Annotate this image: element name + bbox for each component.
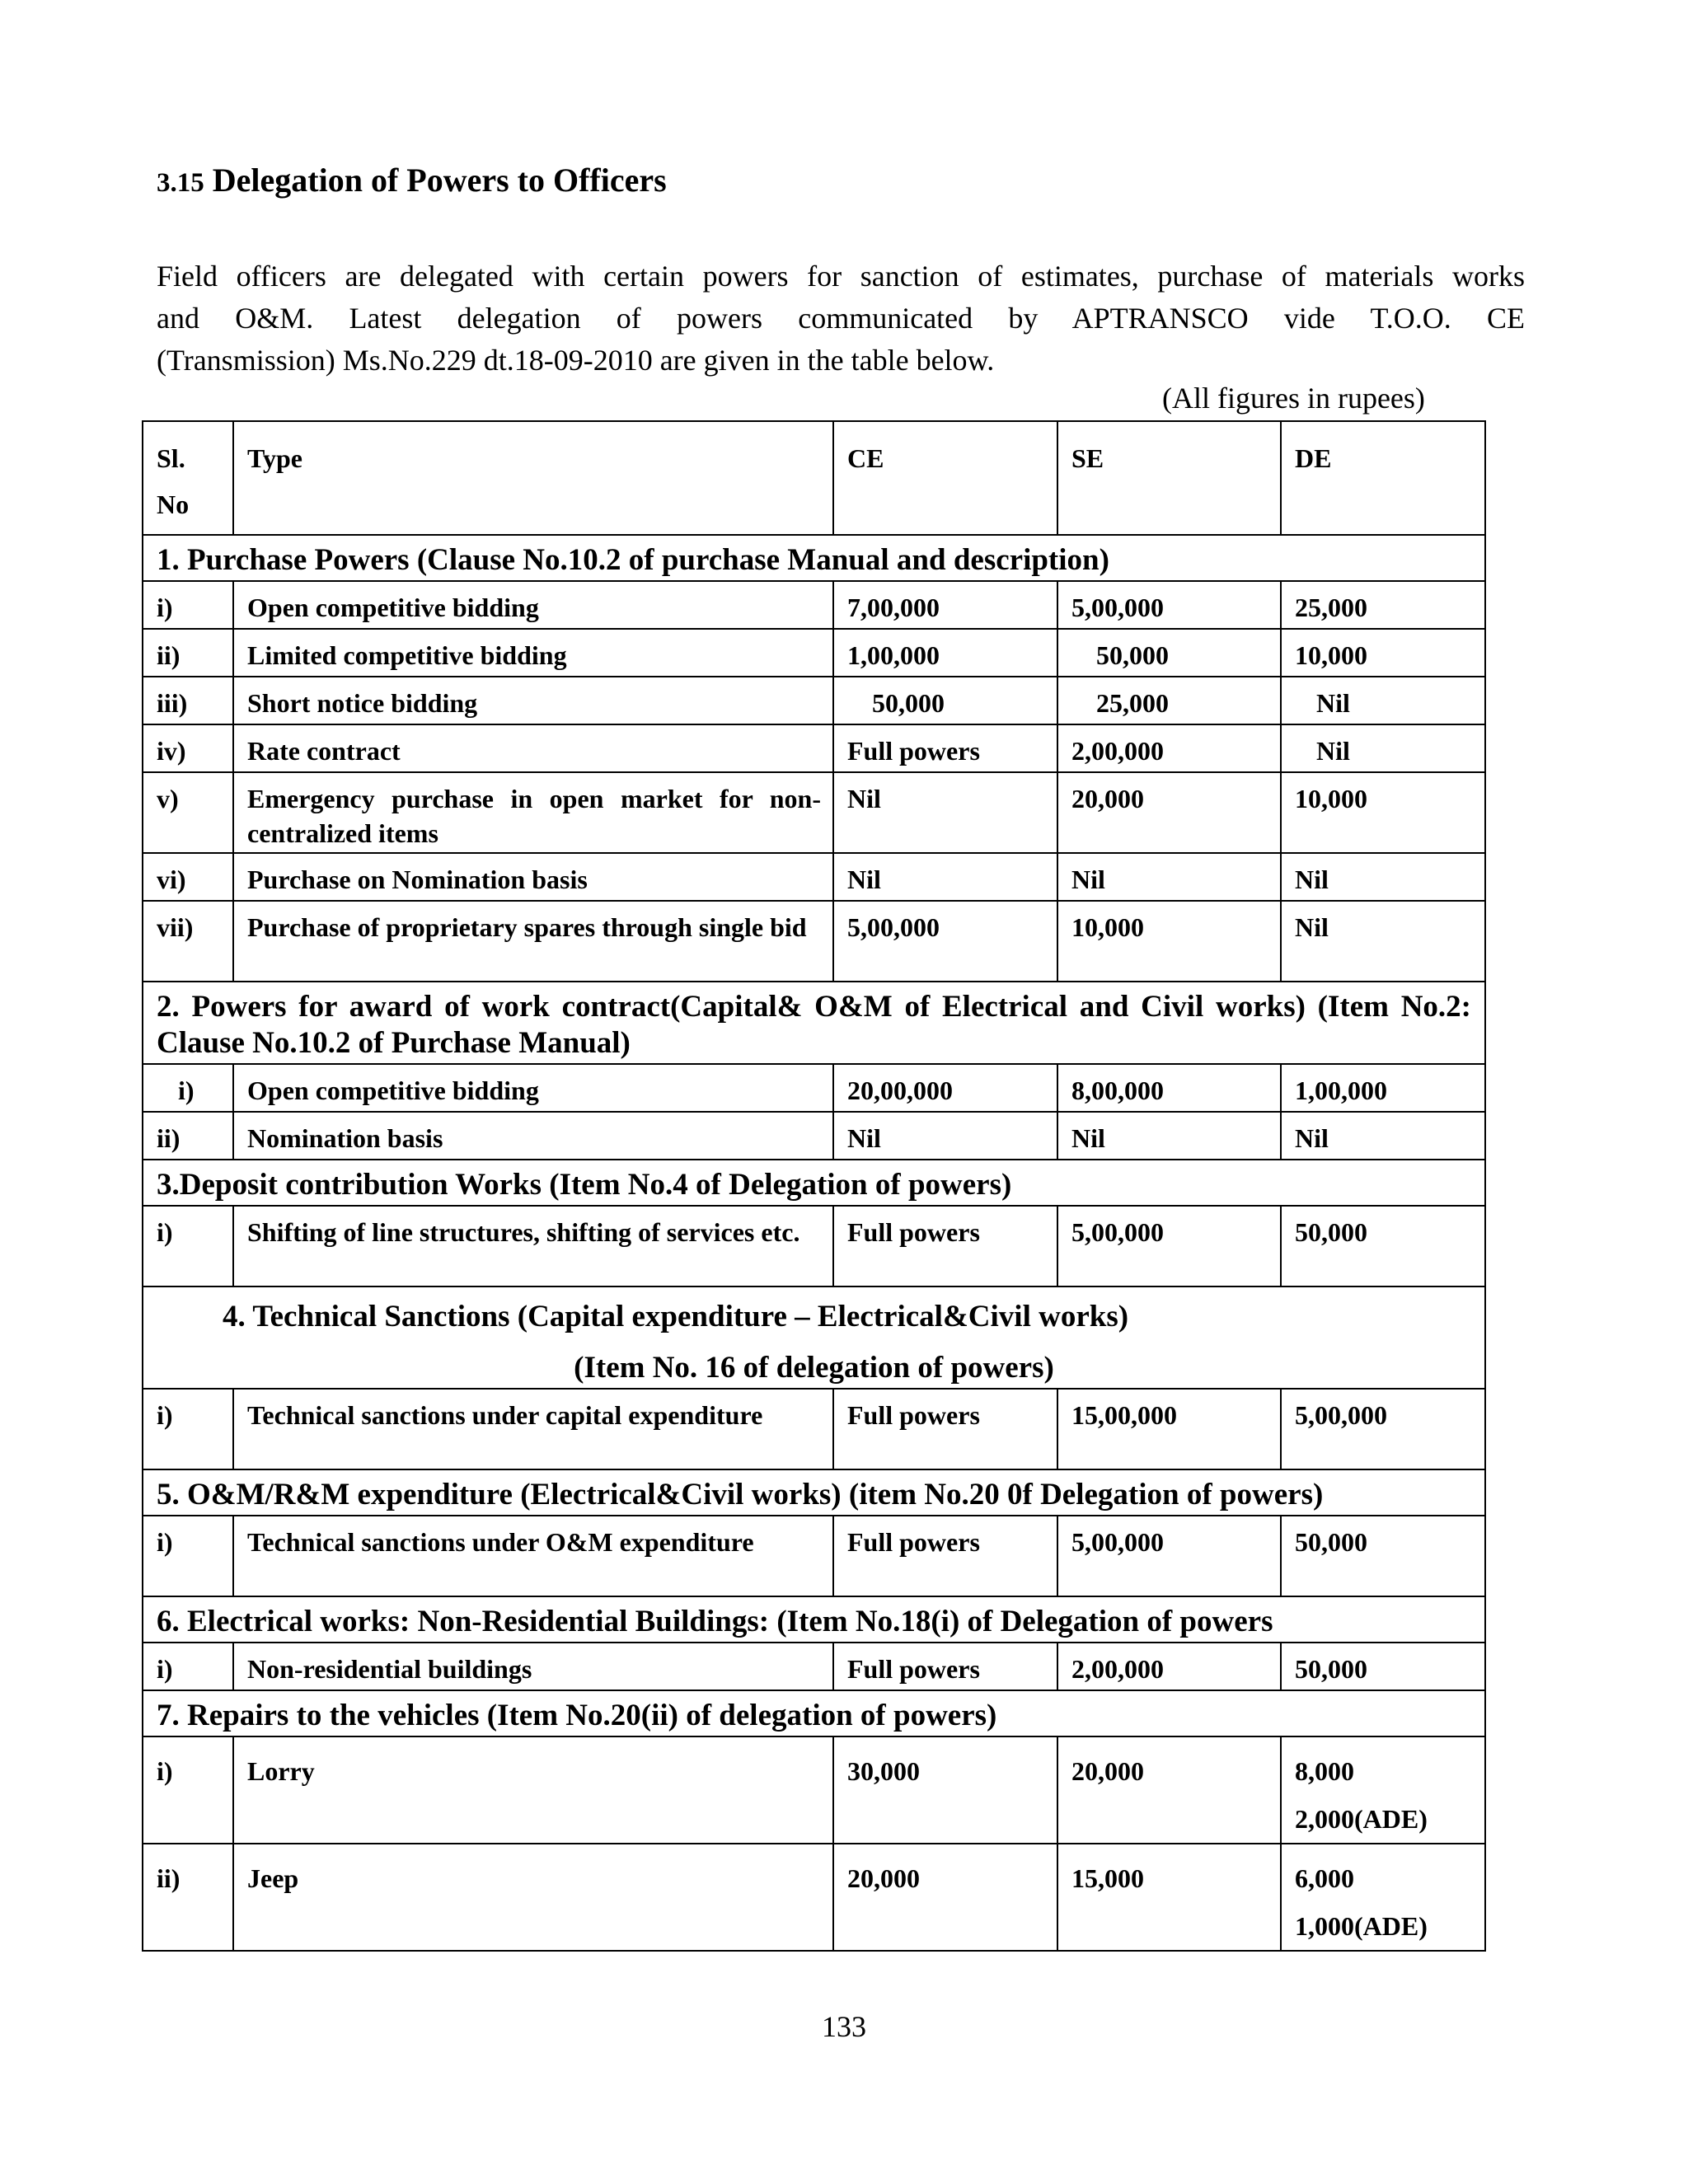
table-row: [143, 853, 1485, 901]
cell-ce: Nil: [833, 772, 1057, 853]
cell-type: Purchase on Nomination basis: [233, 853, 833, 901]
cell-se: 20,000: [1057, 1736, 1281, 1844]
cell-sl: i): [143, 581, 233, 629]
cell-de: Nil: [1281, 901, 1485, 982]
intro-paragraph: [157, 255, 1525, 382]
cell-de: 50,000: [1281, 1643, 1485, 1690]
delegation-table: [142, 420, 1486, 1952]
cell-se: 10,000: [1057, 901, 1281, 982]
cell-sl: [143, 1064, 233, 1112]
cell-se: Nil: [1057, 853, 1281, 901]
table-header-row: [143, 421, 1485, 535]
figures-note: (All figures in rupees): [1162, 382, 1425, 415]
table-row: [143, 629, 1485, 677]
cell-se: [1057, 629, 1281, 677]
cell-de-value: Nil: [1316, 688, 1350, 718]
section-row: [143, 1286, 1485, 1389]
section-4-subtitle: (Item No. 16 of delegation of powers): [574, 1351, 1054, 1385]
cell-type: Rate contract: [233, 724, 833, 772]
section-row: [143, 1469, 1485, 1516]
cell-type: Nomination basis: [233, 1112, 833, 1160]
section-row: [143, 1596, 1485, 1643]
section-row: [143, 982, 1485, 1064]
table-row: [143, 724, 1485, 772]
page-number: 133: [822, 2010, 866, 2043]
section-row: [143, 1690, 1485, 1736]
table-row: [143, 772, 1485, 853]
cell-se: 2,00,000: [1057, 1643, 1281, 1690]
cell-ce: Full powers: [833, 1643, 1057, 1690]
cell-de: [1281, 1844, 1485, 1951]
cell-sl: ii): [143, 629, 233, 677]
cell-de: 5,00,000: [1281, 1389, 1485, 1469]
cell-se: 2,00,000: [1057, 724, 1281, 772]
cell-de: 1,00,000: [1281, 1064, 1485, 1112]
cell-type: Short notice bidding: [233, 677, 833, 724]
cell-se: 5,00,000: [1057, 581, 1281, 629]
cell-type: Technical sanctions under capital expenditure: [233, 1389, 833, 1469]
cell-de: 10,000: [1281, 629, 1485, 677]
cell-de: Nil: [1281, 853, 1485, 901]
cell-de-ade-value: 1,000(ADE): [1295, 1911, 1428, 1941]
table-row: [143, 581, 1485, 629]
cell-type: Purchase of proprietary spares through single bid: [233, 901, 833, 982]
cell-de: 10,000: [1281, 772, 1485, 853]
section-number: 3.15: [157, 168, 204, 198]
header-type: Type: [233, 421, 833, 535]
section-2-title: 2. Powers for award of work contract(Capital& O&M of Electrical and Civil works) (Item No.2: Clause No.10.2 of Purchase Manual): [157, 990, 1471, 1060]
intro-line-2: and O&M. Latest delegation of powers communicated by APTRANSCO vide T.O.O. CE: [157, 302, 1525, 335]
cell-de-value: 8,000: [1295, 1756, 1354, 1786]
cell-de: 25,000: [1281, 581, 1485, 629]
cell-de: [1281, 724, 1485, 772]
section-6-title: 6. Electrical works: Non-Residential Buildings: (Item No.18(i) of Delegation of powers: [143, 1596, 1485, 1643]
cell-type: Limited competitive bidding: [233, 629, 833, 677]
section-title: Delegation of Powers to Officers: [212, 162, 667, 199]
table-row: [143, 677, 1485, 724]
cell-type: Emergency purchase in open market for non-centralized items: [233, 772, 833, 853]
cell-type: Jeep: [233, 1844, 833, 1951]
cell-ce: Full powers: [833, 1389, 1057, 1469]
cell-sl: i): [143, 1389, 233, 1469]
cell-sl: ii): [143, 1844, 233, 1951]
section-5-title: 5. O&M/R&M expenditure (Electrical&Civil works) (item No.20 0f Delegation of powers): [143, 1469, 1485, 1516]
cell-ce-value: 50,000: [872, 688, 945, 718]
cell-de: 50,000: [1281, 1516, 1485, 1596]
section-3-title: 3.Deposit contribution Works (Item No.4 of Delegation of powers): [143, 1160, 1485, 1206]
cell-ce: Full powers: [833, 1516, 1057, 1596]
cell-sl: i): [143, 1643, 233, 1690]
cell-sl: i): [143, 1516, 233, 1596]
table-row: [143, 1206, 1485, 1286]
cell-sl: i): [143, 1736, 233, 1844]
section-4-title: 4. Technical Sanctions (Capital expenditure – Electrical&Civil works): [223, 1300, 1129, 1333]
section-1-title: 1. Purchase Powers (Clause No.10.2 of purchase Manual and description): [143, 535, 1485, 581]
cell-se-value: 50,000: [1096, 640, 1169, 670]
cell-se: [1057, 677, 1281, 724]
cell-ce: 5,00,000: [833, 901, 1057, 982]
cell-ce: 30,000: [833, 1736, 1057, 1844]
cell-sl: ii): [143, 1112, 233, 1160]
header-ce: CE: [833, 421, 1057, 535]
cell-type: Non-residential buildings: [233, 1643, 833, 1690]
table-row: [143, 1389, 1485, 1469]
cell-ce: Nil: [833, 853, 1057, 901]
cell-ce: Nil: [833, 1112, 1057, 1160]
cell-type: Open competitive bidding: [233, 581, 833, 629]
table-row: [143, 1736, 1485, 1844]
cell-sl: i): [143, 1206, 233, 1286]
cell-de-ade-value: 2,000(ADE): [1295, 1804, 1428, 1834]
cell-se: 15,000: [1057, 1844, 1281, 1951]
cell-se: Nil: [1057, 1112, 1281, 1160]
cell-sl: iii): [143, 677, 233, 724]
cell-sl: iv): [143, 724, 233, 772]
table-row: [143, 1643, 1485, 1690]
header-no-label: No: [157, 490, 190, 519]
cell-se-value: 25,000: [1096, 688, 1169, 718]
cell-sl: vi): [143, 853, 233, 901]
cell-se: 8,00,000: [1057, 1064, 1281, 1112]
header-se: SE: [1057, 421, 1281, 535]
cell-ce: 1,00,000: [833, 629, 1057, 677]
section-4-cell: [143, 1286, 1485, 1389]
section-7-title: 7. Repairs to the vehicles (Item No.20(ii) of delegation of powers): [143, 1690, 1485, 1736]
cell-type: Lorry: [233, 1736, 833, 1844]
cell-de-value: Nil: [1316, 736, 1350, 766]
cell-sl: v): [143, 772, 233, 853]
table-row: [143, 901, 1485, 982]
cell-de: [1281, 1736, 1485, 1844]
cell-sl-value: i): [178, 1076, 195, 1105]
cell-se: 20,000: [1057, 772, 1281, 853]
cell-de: 50,000: [1281, 1206, 1485, 1286]
section-row: [143, 1160, 1485, 1206]
cell-de: [1281, 677, 1485, 724]
intro-line-1: Field officers are delegated with certain powers for sanction of estimates, purchase of materials works: [157, 260, 1525, 293]
cell-se: 15,00,000: [1057, 1389, 1281, 1469]
cell-type: Technical sanctions under O&M expenditure: [233, 1516, 833, 1596]
table-row: [143, 1844, 1485, 1951]
cell-de: Nil: [1281, 1112, 1485, 1160]
section-2-cell: [143, 982, 1485, 1064]
cell-ce: Full powers: [833, 724, 1057, 772]
section-row: [143, 535, 1485, 581]
cell-ce: 20,00,000: [833, 1064, 1057, 1112]
cell-ce: 20,000: [833, 1844, 1057, 1951]
header-sl-label: Sl.: [157, 443, 185, 473]
cell-ce: [833, 677, 1057, 724]
cell-ce: 7,00,000: [833, 581, 1057, 629]
cell-se: 5,00,000: [1057, 1206, 1281, 1286]
cell-de-value: 6,000: [1295, 1863, 1354, 1893]
cell-sl: vii): [143, 901, 233, 982]
table-row: [143, 1516, 1485, 1596]
table-row: [143, 1064, 1485, 1112]
cell-se: 5,00,000: [1057, 1516, 1281, 1596]
intro-line-3: (Transmission) Ms.No.229 dt.18-09-2010 are given in the table below.: [157, 344, 995, 377]
header-slno: [143, 421, 233, 535]
cell-type: Shifting of line structures, shifting of services etc.: [233, 1206, 833, 1286]
section-heading: [157, 161, 667, 199]
header-de: DE: [1281, 421, 1485, 535]
table-row: [143, 1112, 1485, 1160]
cell-type: Open competitive bidding: [233, 1064, 833, 1112]
cell-ce: Full powers: [833, 1206, 1057, 1286]
